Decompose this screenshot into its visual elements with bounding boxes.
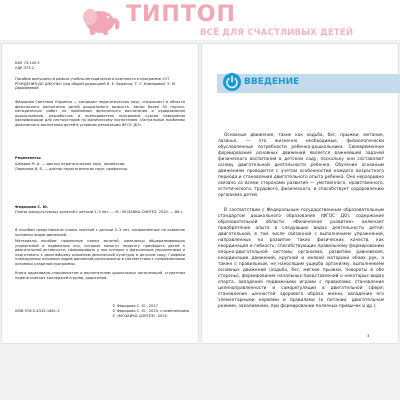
- brand-tagline: ВСЁ ДЛЯ СЧАСТЛИВЫХ ДЕТЕЙ: [200, 28, 354, 38]
- brand-name: ТИПТОП: [126, 2, 236, 27]
- power-icon: [223, 73, 241, 91]
- site-header: [0, 0, 400, 40]
- reviewers-heading: Рецензенты:: [15, 156, 42, 160]
- catalog-entry: Планы физкультурных занятий с детьми 2–3 лет. — М.: МОЗАИКА-СИНТЕЗ, 2020. — 88 с.: [15, 210, 184, 214]
- audience-note: Книга адресована специалистам и воспитателям дошкольных организаций, студентам педагогических колледжей и вузов, родителям.: [15, 271, 185, 280]
- materials-note: Материалы пособия: примерные планы занятий, комплексы общеразвивающих упражнений и подвижных игр, которые помогут педагогу приобщить детей к двигательной активности, сформировать у них интерес к физическим упражнениям и подготовить к дальнейшему освоению физической культуры в детском саду. Графики планируемых основных видов движений расположены в соответствии с направлениями основных разделов программы.: [15, 239, 185, 266]
- copyright-1: © Федорова С. Ю., 2017: [112, 304, 158, 308]
- intro-paragraph-2: В соответствии с Федеральным государственным образовательным стандартом дошкольного образования (ФГОС ДО), содержание образовательной области «Физическое развитие» включает приобретение опыта в следующих видах деятельности детей: двигательной, в том числе связанной с выполнением упражнений, направленных на развитие таких физических качеств, как координация и гибкость; способствующих правильному формированию опорно-двигательной системы организма, развитию равновесия, координации движений, крупной и мелкой моторики обеих рук, а также с правильным, не наносящим ущерба организму, выполнением основных движений (ходьба, бег, мягкие прыжки, повороты в обе стороны), формирование начальных представлений о некоторых видах спорта, овладение подвижными играми с правилами; становление целенаправленности и саморегуляции в двигательной сфере; становление ценностей здорового образа жизни, овладение его элементарными нормами и правилами (в питании, двигательном режиме, закаливании, при формировании полезных привычек и др.).: [218, 208, 384, 309]
- right-page: [201, 43, 399, 344]
- bbk-code: ББК 74.100.5: [15, 61, 40, 65]
- isbn: ISBN 978-5-4315-1661-3: [15, 309, 60, 313]
- intro-paragraph-1: Основные движения, такие как ходьба, бег, прыжки, метание, лазанье, — это жизненно необходимые, физиологически обусловленные потребности ребенка-дошкольника. Своевременное формирование основных движений является важнейшей задачей физического воспитания в детском саду, поскольку они составляют основу двигательной деятельности ребенка. Обучение основным движениям проводится с учетом особенностей каждого возрастного периода и становления двигательного опыта ребенка. Оно неразрывно связано со всеми сторонами развития — умственного, нравственного, эстетического, трудового, физического, и способствует оздоровлению организма детей.: [218, 133, 384, 198]
- left-page: [1, 43, 199, 344]
- brand-logo[interactable]: [0, 4, 400, 38]
- book-spread: [0, 40, 400, 400]
- catalog-description: В пособии представлены планы занятий с детьми 2–3 лет, направленные на освоение основных видов движений.: [15, 228, 185, 237]
- reviewer-2: Ларионов И. Б. — доктор педагогических наук, профессор.: [15, 167, 129, 171]
- udk-code: УДК 373.2: [15, 66, 34, 70]
- elephant-icon: [78, 4, 122, 36]
- page-number: 3: [367, 334, 370, 338]
- section-title: ВВЕДЕНИЕ: [244, 77, 300, 87]
- catalog-author: Федорова С. Ю.: [15, 205, 49, 209]
- reviewer-1: Шмаров М. А. — доктор педагогических наук, профессор;: [15, 162, 126, 166]
- approval-note: Пособие выпущено в рамках учебно-методического комплекта к программе «ОТ РОЖДЕНИЯ ДО ШКОЛЫ» под общей редакцией Н. Е. Вераксы, Т. С. Комаровой, Э. М. Дорофеевой: [15, 77, 177, 91]
- copyright-3: © «МОЗАИКА-СИНТЕЗ», 2020: [112, 314, 167, 318]
- author-bio: Федорова Светлана Юрьевна — кандидат педагогических наук, специалист в области физического воспитания детей дошкольного возраста. Автор более 30 научно-методических работ по проблемам физического воспитания и оздоровления дошкольников, разработчик и преподаватель программы курсов повышения квалификации для инструкторов по физическому воспитанию «Актуальные проблемы физического воспитания детей в условиях реализации ФГОС ДО».: [15, 100, 185, 127]
- copyright-2: © Федорова С. Ю., 2020, с изменениями: [112, 309, 189, 313]
